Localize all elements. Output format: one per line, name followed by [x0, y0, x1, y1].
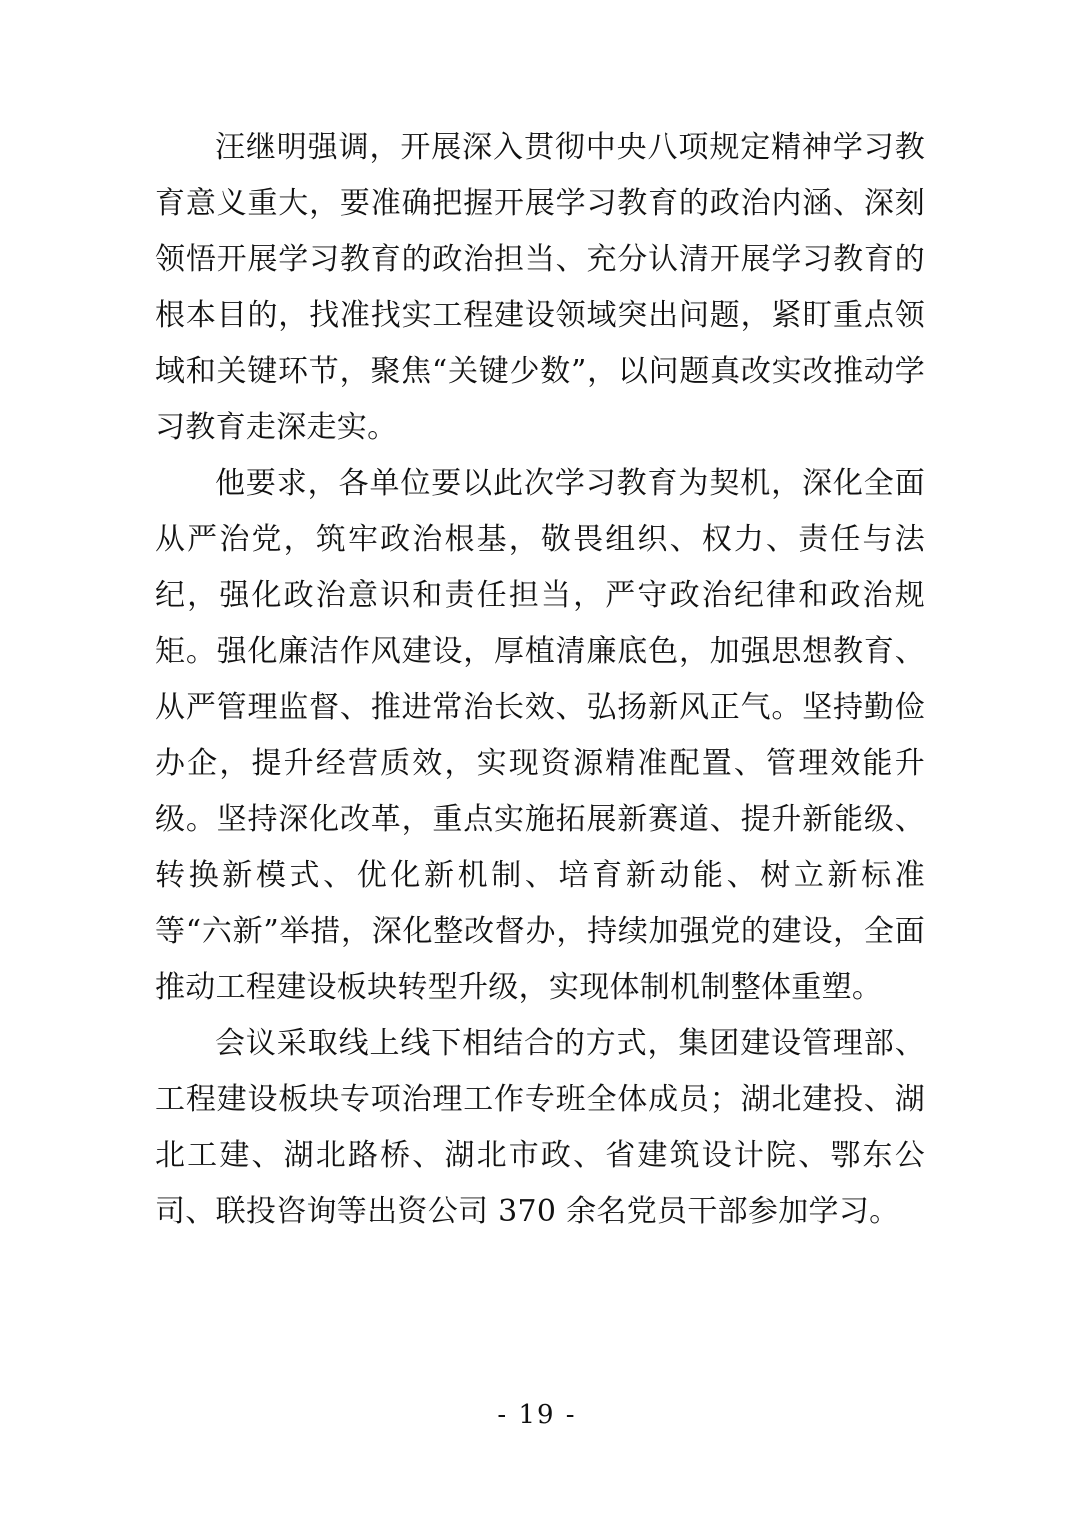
paragraph: 会议采取线上线下相结合的方式，集团建设管理部、工程建设板块专项治理工作专班全体成员；湖北建投、湖北工建、湖北路桥、湖北市政、省建筑设计院、鄂东公司、联投咨询等出资公司 370 余名党员干部参加学习。 [155, 1026, 925, 1229]
page-number: - 19 - [497, 1400, 577, 1430]
paragraph: 他要求，各单位要以此次学习教育为契机，深化全面从严治党，筑牢政治根基，敬畏组织、权力、责任与法纪，强化政治意识和责任担当，严守政治纪律和政治规矩。强化廉洁作风建设，厚植清廉底色，加强思想教育、从严管理监督、推进常治长效、弘扬新风正气。坚持勤俭办企，提升经营质效，实现资源精准配置、管理效能升级。坚持深化改革，重点实施拓展新赛道、提升新能级、转换新模式、优化新机制、培育新动能、树立新标准等“六新”举措，深化整改督办，持续加强党的建设，全面推动工程建设板块转型升级，实现体制机制整体重塑。 [155, 466, 925, 1005]
document-body [155, 120, 925, 1240]
paragraph: 汪继明强调，开展深入贯彻中央八项规定精神学习教育意义重大，要准确把握开展学习教育的政治内涵、深刻领悟开展学习教育的政治担当、充分认清开展学习教育的根本目的，找准找实工程建设领域突出问题，紧盯重点领域和关键环节，聚焦“关键少数”，以问题真改实改推动学习教育走深走实。 [155, 130, 925, 445]
